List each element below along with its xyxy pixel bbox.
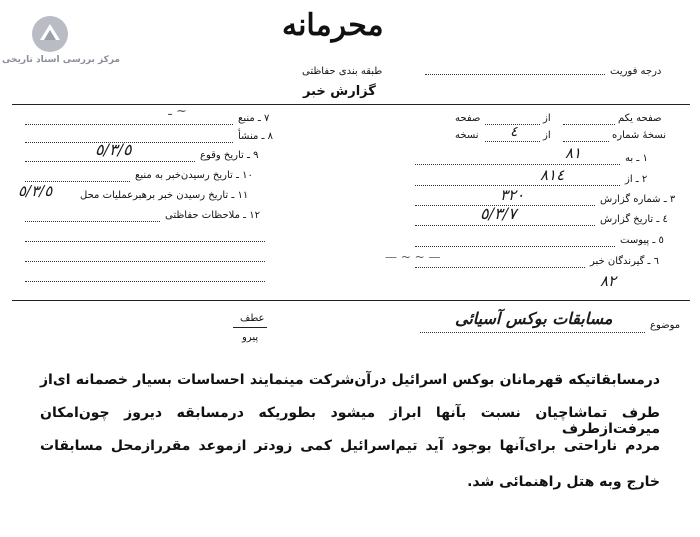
peyro-label: پیرو — [242, 332, 259, 343]
section-rule — [12, 300, 690, 301]
field-report-date-label: ٤ ـ تاریخ گزارش — [600, 214, 668, 225]
field-ops-received-label: ١١ ـ تاریخ رسیدن خبر برهبرعملیات محل — [80, 190, 249, 201]
field-ops-received-value: ٥/٣/٥ — [18, 182, 53, 200]
field-attachment-label: ٥ ـ پیوست — [620, 235, 664, 246]
field-recipients-label: ٦ ـ گیرندگان خبر — [590, 256, 660, 267]
field-source-received-label: ١٠ ـ تاریخ رسیدن‌خبر به منبع — [135, 170, 253, 181]
archive-logo — [30, 14, 70, 58]
copy-number-handwritten: ٤ — [510, 124, 518, 140]
field-to-label: ١ ـ به — [625, 153, 648, 164]
archive-name: مرکز بررسی اسناد تاریخی — [1, 55, 120, 65]
blank-line-1 — [25, 241, 265, 242]
archive-logo-icon — [30, 14, 70, 54]
field-to-value: ٨١ — [565, 144, 582, 162]
extra-handwritten-note: ٨٢ — [600, 272, 617, 290]
source-scribble: ـ ~ — [168, 104, 187, 119]
field-event-date-label: ٩ ـ تاریخ وقوع — [200, 150, 259, 161]
priority-line — [425, 74, 605, 75]
page-unit-label: صفحه — [455, 113, 481, 124]
report-title: گزارش خبر — [303, 84, 376, 99]
body-line-1: درمسابقاتیکه قهرمانان بوکس اسرائیل درآن‌شرکت مینمایند احساسات بسیار خصمانه ای‌از — [40, 372, 660, 388]
copy-label: نسخهٔ شماره — [612, 130, 666, 141]
field-report-number-label: ٣ ـ شماره گزارش — [600, 194, 676, 205]
recipients-scribble: — ~ ~ — — [385, 250, 441, 264]
field-report-number-value: ٣٢٠ — [500, 186, 525, 204]
subject-label: موضوع — [650, 320, 681, 331]
subject-value: مسابقات بوکس آسیائی — [455, 309, 613, 328]
body-line-2: طرف تماشاچیان نسبت بآنها ابراز میشود بطوریکه درمسابقه دیروز چون‌امکان میرفت‌ازطرف — [40, 405, 660, 437]
page-label: صفحه یکم — [618, 113, 662, 124]
copy-of-label: از — [543, 130, 551, 141]
body-line-4: خارج وبه هتل راهنمائی شد. — [467, 474, 660, 490]
atf-label: عطف — [240, 313, 265, 324]
field-from-value: ٨١٤ — [540, 166, 565, 184]
blank-line-2 — [25, 261, 265, 262]
classification-label: طبقه بندی حفاظتی — [302, 66, 383, 77]
field-security-notes-label: ١٢ ـ ملاحظات حفاظتی — [165, 210, 260, 221]
field-source-label: ٧ ـ منبع — [238, 113, 270, 124]
field-event-date-value: ٥/٣/٥ — [95, 140, 132, 159]
classification-title: محرمانه — [282, 8, 384, 43]
atf-peyro-rule — [233, 327, 267, 328]
body-line-3: مردم ناراحتی برای‌آنها بوجود آید تیم‌اسرائیل کمی زودتر ازموعد مقرر‌ازمحل مسابقات — [40, 438, 660, 454]
field-report-date-value: ٥/٣/٧ — [480, 204, 517, 223]
page-of-label: از — [543, 113, 551, 124]
header-rule — [12, 104, 690, 105]
copy-unit-label: نسخه — [455, 130, 479, 141]
blank-line-3 — [25, 281, 265, 282]
field-from-label: ٢ ـ از — [625, 174, 648, 185]
priority-label: درجه فوریت — [610, 66, 662, 77]
field-origin-label: ٨ ـ منشأ — [238, 131, 274, 142]
